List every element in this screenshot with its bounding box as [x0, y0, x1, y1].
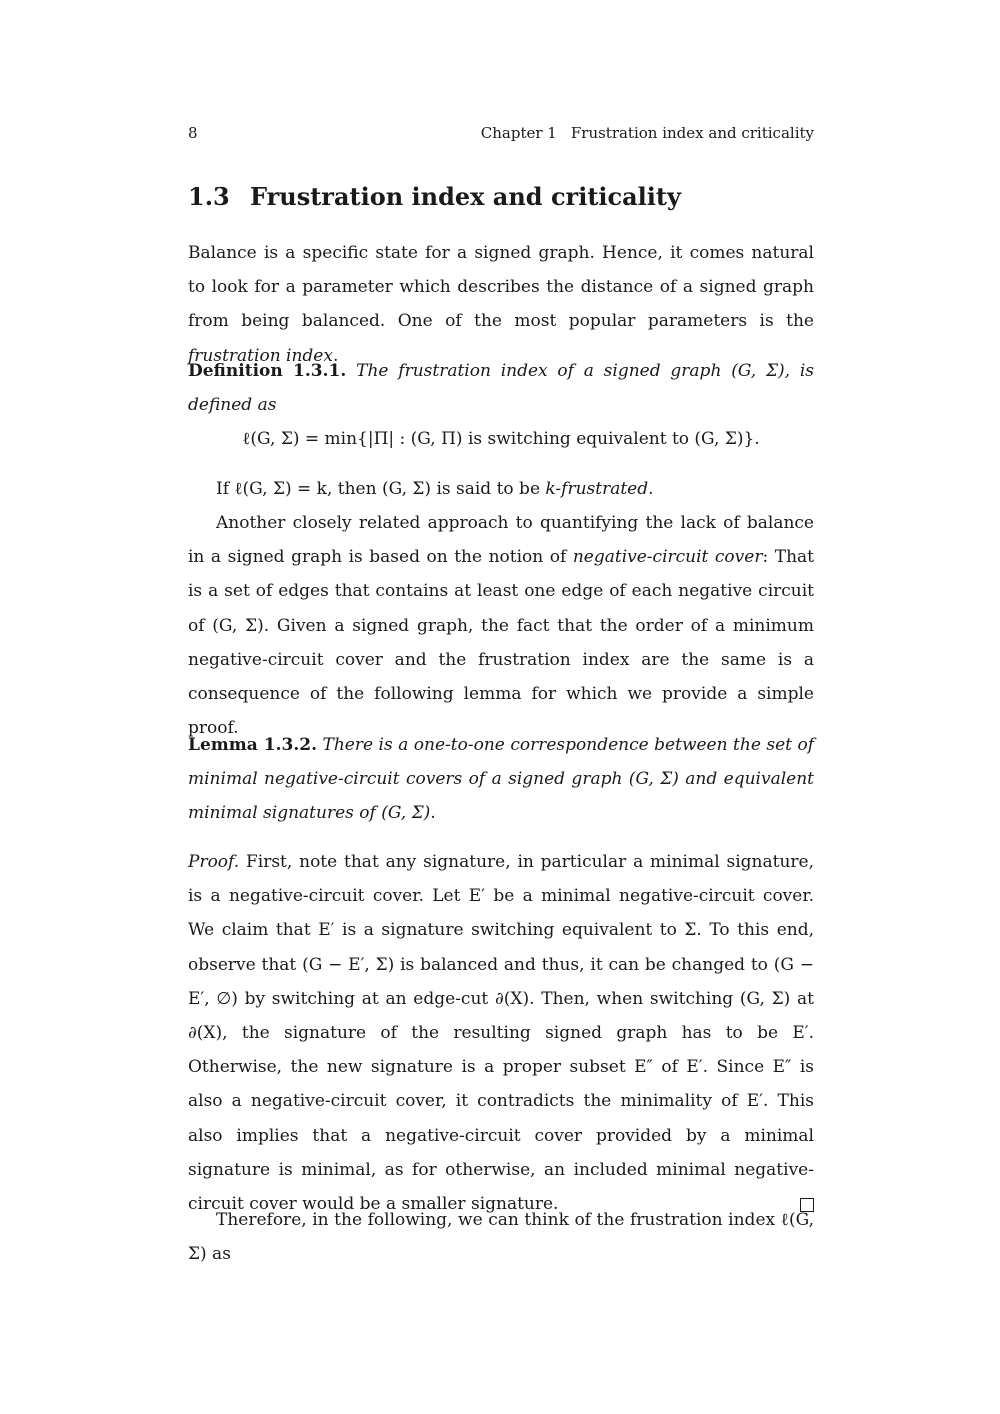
page-number: 8 — [188, 124, 198, 142]
definition-label: Definition 1.3.1. — [188, 361, 347, 381]
intro-text: Balance is a specific state for a signed graph. Hence, it comes natural to look for a parameter which describes the distance of a signed graph from being balanced. One of the most popular parameters is the — [188, 243, 814, 332]
running-title — [481, 124, 814, 142]
lemma-block — [188, 728, 814, 831]
lemma-text: There is a one-to-one correspondence between the set of minimal negative-circuit covers of a signed graph (G, Σ) and equivalent minimal signatures of (G, Σ). — [188, 735, 815, 824]
cover-emphasis: negative-circuit cover — [572, 547, 763, 568]
proof-text: First, note that any signature, in particular a minimal signature, is a negative-circuit cover. Let E′ be a minimal negative-circuit cover. We claim that E′ is a signature switching equivalent to Σ. To this end, observe that (G − E′, Σ) is balanced and thus, it can be changed to (G − E′, ∅) by switching at an edge-cut ∂(X). Then, when switching (G, Σ) at ∂(X), the signature of the resulting signed graph has to be E′. Otherwise, the new signature is a proper subset E″ of E′. Since E″ is also a negative-circuit cover, it contradicts the minimality of E′. This also implies that a negative-circuit cover provided by a minimal signature is minimal, as for otherwise, an included minimal negative-circuit cover would be a smaller signature. — [188, 852, 815, 1215]
k-frustrated-emphasis: k-frustrated — [545, 479, 649, 499]
definition-formula: ℓ(G, Σ) = min{|Π| : (G, Π) is switching equivalent to (G, Σ)}. — [242, 429, 760, 449]
definition-text: The frustration index of a signed graph (G, Σ), is defined as — [188, 361, 815, 416]
cover-text-1: Another closely related approach to quantifying the lack of balance in a signed graph is based on the notion of — [188, 513, 814, 568]
cover-text-2: : That is a set of edges that contains at least one edge of each negative circuit of (G, Σ). Given a signed graph, the fact that the order of a minimum negative-circuit cover and the frustration index are the same is a consequence of the following lemma for which we provide a simple proof. — [188, 547, 814, 739]
chapter-title: Frustration index and criticality — [570, 124, 814, 142]
section-number: 1.3 — [188, 182, 230, 211]
k-frustrated-text: If ℓ(G, Σ) = k, then (G, Σ) is said to be — [216, 479, 546, 499]
intro-paragraph — [188, 236, 814, 373]
definition-block — [188, 354, 814, 422]
section-title: Frustration index and criticality — [250, 182, 681, 211]
proof-block — [188, 845, 814, 1221]
closing-paragraph: Therefore, in the following, we can think of the frustration index ℓ(G, Σ) as — [188, 1210, 814, 1265]
intro-end: . — [332, 345, 339, 366]
k-frustrated-end: . — [648, 479, 654, 499]
chapter-label: Chapter 1 — [480, 124, 557, 142]
running-head — [188, 124, 814, 144]
cover-paragraph — [188, 506, 814, 745]
proof-label: Proof. — [188, 852, 240, 872]
lemma-label: Lemma 1.3.2. — [188, 735, 318, 755]
k-frustrated-paragraph — [188, 472, 814, 506]
section-heading — [188, 182, 681, 211]
intro-emphasis: frustration index — [188, 345, 333, 366]
